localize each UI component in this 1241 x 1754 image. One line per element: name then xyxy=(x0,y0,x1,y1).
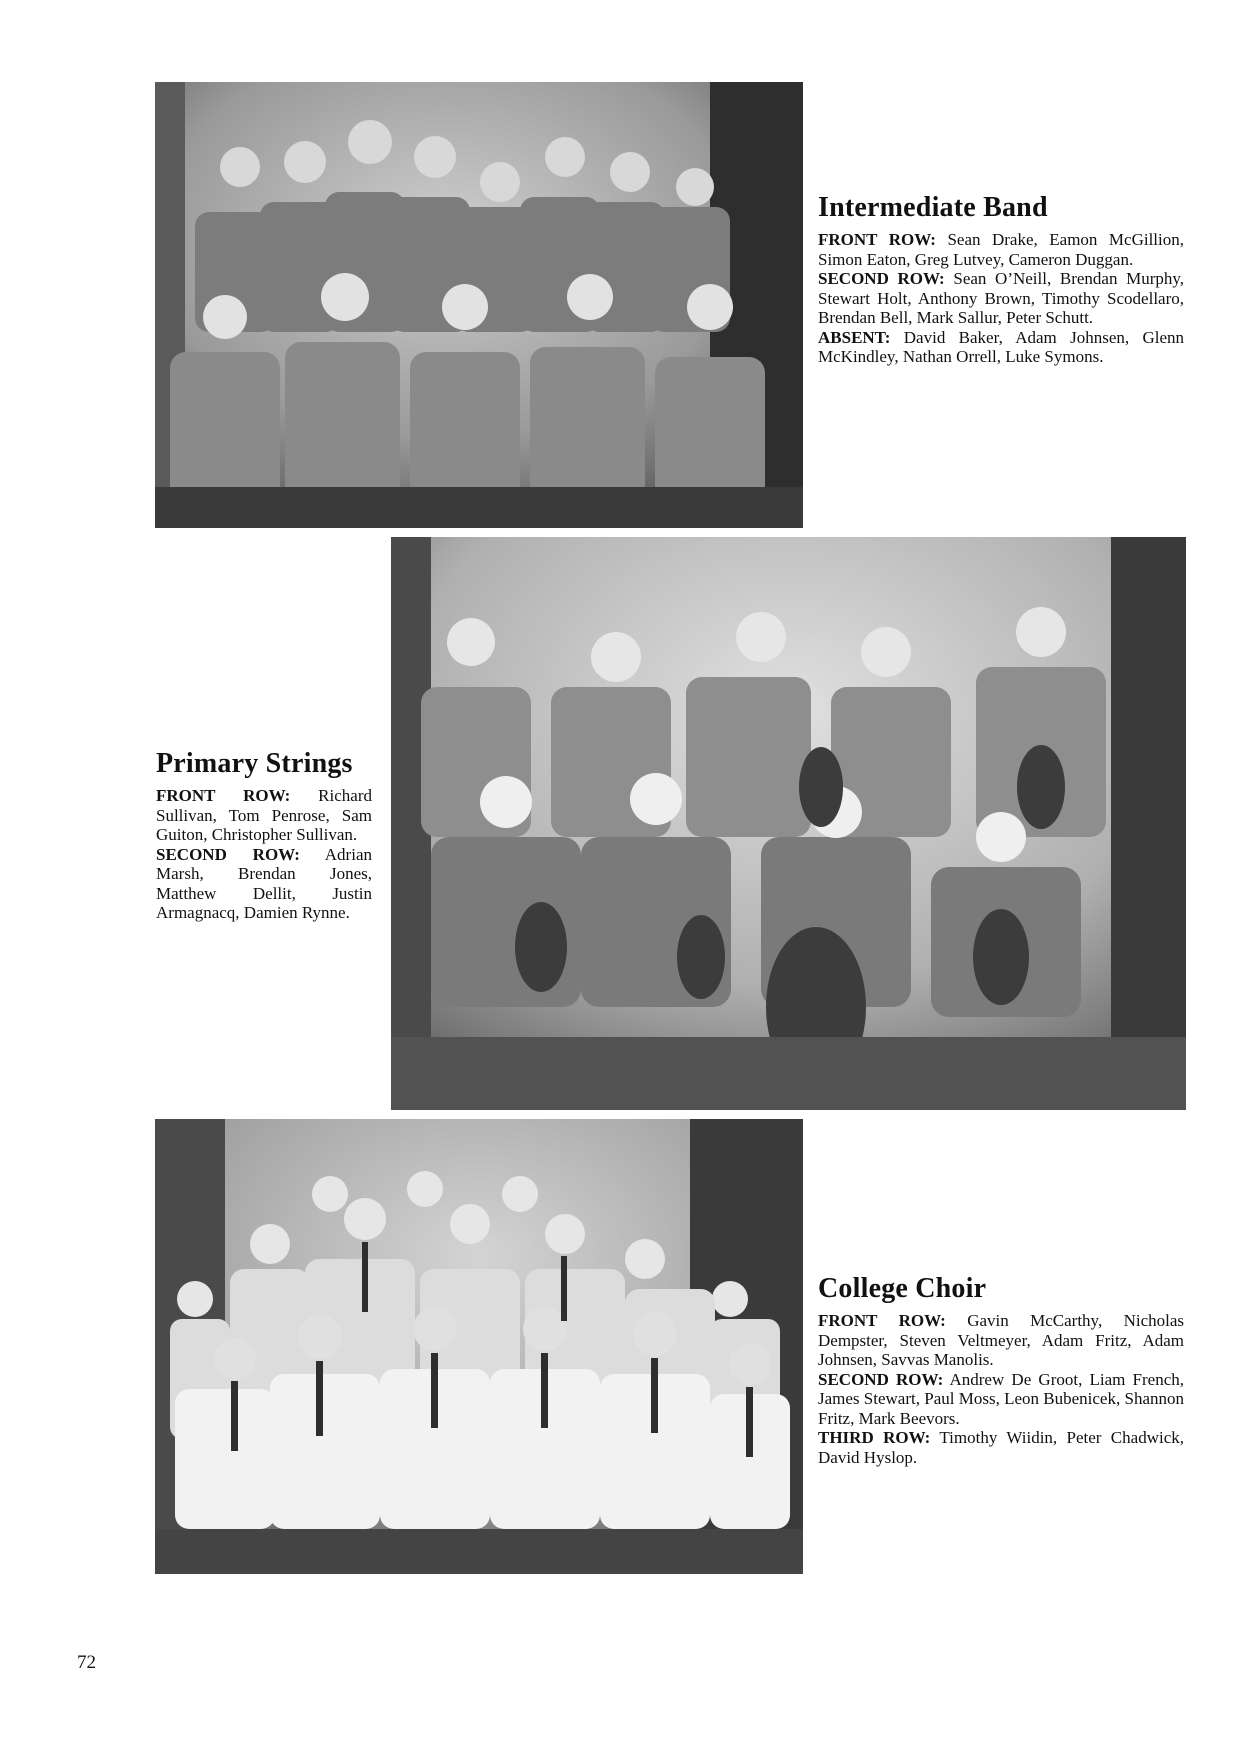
intermediate-band-photo xyxy=(155,82,803,528)
college-choir-caption xyxy=(818,1273,1184,1467)
row-label: SECOND ROW: xyxy=(818,269,945,288)
page-number: 72 xyxy=(77,1652,96,1673)
row-names xyxy=(818,1370,1184,1429)
row-names xyxy=(818,230,1184,269)
row-label: FRONT ROW: xyxy=(156,786,291,805)
row-names-text: Sean Drake, Eamon McGillion, Simon Eaton, Greg Lutvey, Cameron Duggan. xyxy=(818,230,1185,269)
row-names-text: Adrian Marsh, Brendan Jones, Matthew Dellit, Justin Armagnacq, Damien Rynne. xyxy=(156,844,372,922)
section-title: Intermediate Band xyxy=(818,192,1048,223)
row-label: FRONT ROW: xyxy=(818,230,936,249)
row-names-text: Andrew De Groot, Liam French, James Stewart, Paul Moss, Leon Bubenicek, Shannon Fritz, Mark Beevors. xyxy=(818,1369,1184,1428)
college-choir-photo xyxy=(155,1119,803,1574)
row-names xyxy=(818,1311,1184,1370)
row-label: THIRD ROW: xyxy=(818,1428,931,1447)
row-names-text: Sean O’Neill, Brendan Murphy, Stewart Holt, Anthony Brown, Timothy Scodellaro, Brendan Bell, Mark Sallur, Peter Schutt. xyxy=(818,269,1185,327)
row-names-text: Richard Sullivan, Tom Penrose, Sam Guiton, Christopher Sullivan. xyxy=(156,786,372,844)
row-label: SECOND ROW: xyxy=(818,1369,944,1389)
row-names xyxy=(818,1428,1184,1467)
section-title: Primary Strings xyxy=(156,748,353,779)
row-names xyxy=(818,269,1184,328)
row-names-text: Timothy Wiidin, Peter Chadwick, David Hyslop. xyxy=(818,1428,1184,1467)
row-names-text: David Baker, Adam Johnsen, Glenn McKindley, Nathan Orrell, Luke Symons. xyxy=(818,327,1185,366)
row-names-text: Gavin McCarthy, Nicholas Dempster, Steven Veltmeyer, Adam Fritz, Adam Johnsen, Savvas Manolis. xyxy=(818,1311,1184,1369)
intermediate-band-caption xyxy=(818,192,1184,367)
row-names xyxy=(156,786,372,845)
primary-strings-caption xyxy=(156,748,372,923)
row-names xyxy=(156,845,372,923)
primary-strings-photo xyxy=(391,537,1186,1110)
section-title: College Choir xyxy=(818,1273,987,1304)
row-label: SECOND ROW: xyxy=(156,844,300,864)
row-names xyxy=(818,328,1184,367)
row-label: FRONT ROW: xyxy=(818,1311,946,1330)
row-label: ABSENT: xyxy=(818,327,891,347)
